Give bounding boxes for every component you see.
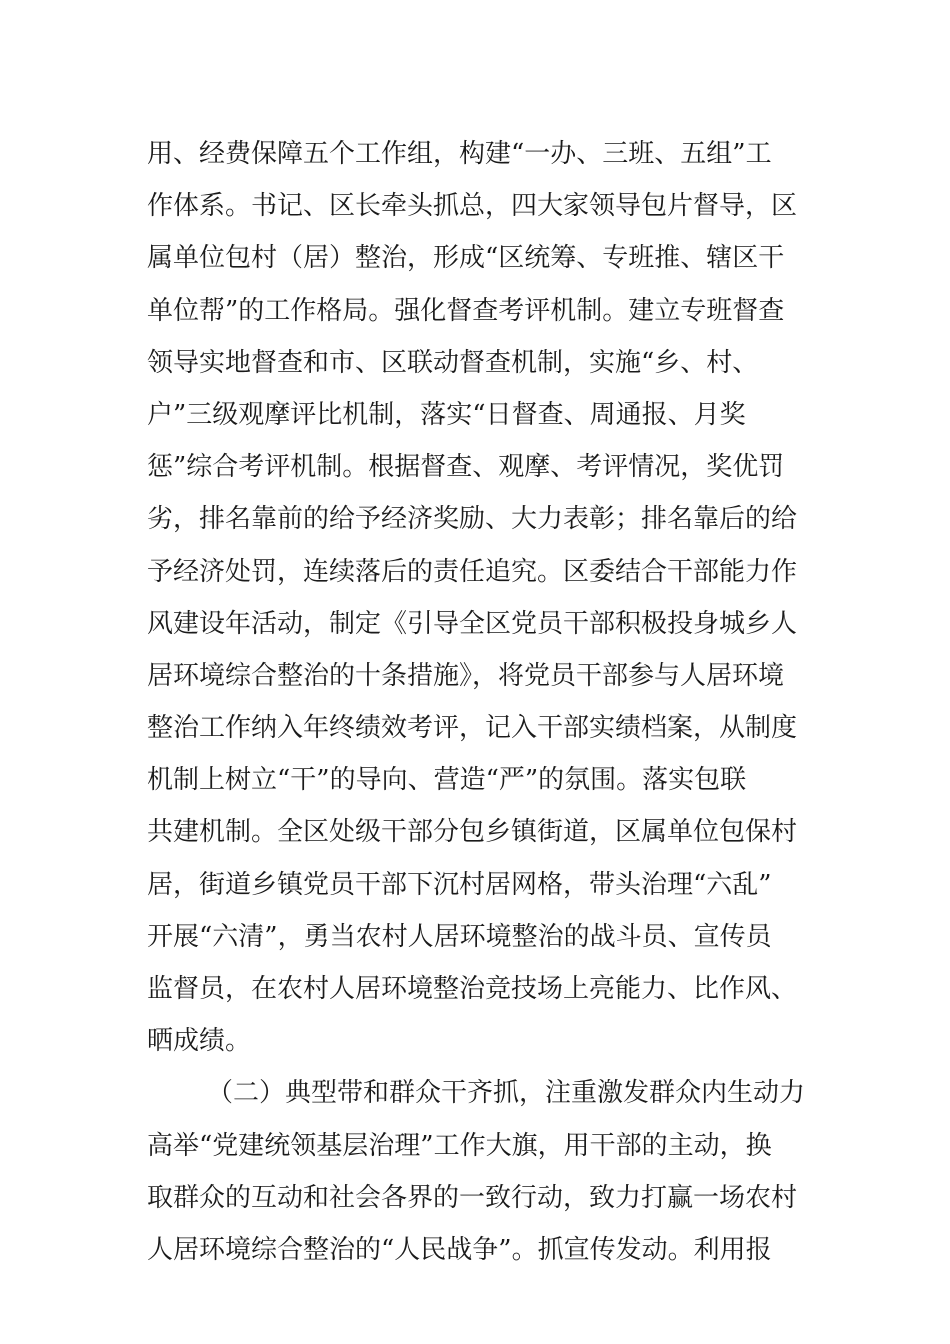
text-line: 高举“党建统领基层治理”工作大旗，用干部的主动，换 bbox=[147, 1130, 772, 1161]
text-line: 晒成绩。 bbox=[147, 1026, 252, 1057]
text-line: 惩”综合考评机制。根据督查、观摩、考评情况，奖优罚 bbox=[147, 452, 785, 483]
text-line: 取群众的互动和社会各界的一致行动，致力打赢一场农村 bbox=[147, 1182, 798, 1213]
text-line: 居环境综合整治的十条措施》，将党员干部参与人居环境 bbox=[147, 660, 785, 691]
text-line: 开展“六清”，勇当农村人居环境整治的战斗员、宣传员 bbox=[147, 921, 772, 952]
text-line: 户”三级观摩评比机制，落实“日督查、周通报、月奖 bbox=[147, 399, 746, 430]
text-line: 风建设年活动，制定《引导全区党员干部积极投身城乡人 bbox=[147, 608, 798, 639]
body-text bbox=[147, 128, 817, 1276]
text-line: 人居环境综合整治的“人民战争”。抓宣传发动。利用报 bbox=[147, 1234, 772, 1265]
text-line: 领导实地督查和市、区联动督查机制，实施“乡、村、 bbox=[147, 347, 759, 378]
text-line: 监督员，在农村人居环境整治竞技场上亮能力、比作风、 bbox=[147, 974, 798, 1004]
text-line: 整治工作纳入年终绩效考评，记入干部实绩档案，从制度 bbox=[147, 713, 798, 744]
text-line: 居，街道乡镇党员干部下沉村居网格，带头治理“六乱” bbox=[147, 869, 772, 900]
text-line: 予经济处罚，连续落后的责任追究。区委结合干部能力作 bbox=[147, 556, 798, 587]
text-line: 属单位包村（居）整治，形成“区统筹、专班推、辖区干 bbox=[147, 243, 785, 274]
text-line: 共建机制。全区处级干部分包乡镇街道，区属单位包保村 bbox=[147, 817, 798, 848]
text-line: 单位帮”的工作格局。强化督查考评机制。建立专班督查 bbox=[147, 295, 785, 326]
text-line: 机制上树立“干”的导向、营造“严”的氛围。落实包联 bbox=[147, 765, 747, 796]
text-line: 用、经费保障五个工作组，构建“一办、三班、五组”工 bbox=[147, 139, 772, 169]
text-line: 作体系。书记、区长牵头抓总，四大家领导包片督导，区 bbox=[147, 191, 798, 222]
section-heading-line: （二）典型带和群众干齐抓，注重激发群众内生动力 bbox=[207, 1078, 806, 1109]
text-line: 劣，排名靠前的给予经济奖励、大力表彰；排名靠后的给 bbox=[147, 504, 798, 535]
